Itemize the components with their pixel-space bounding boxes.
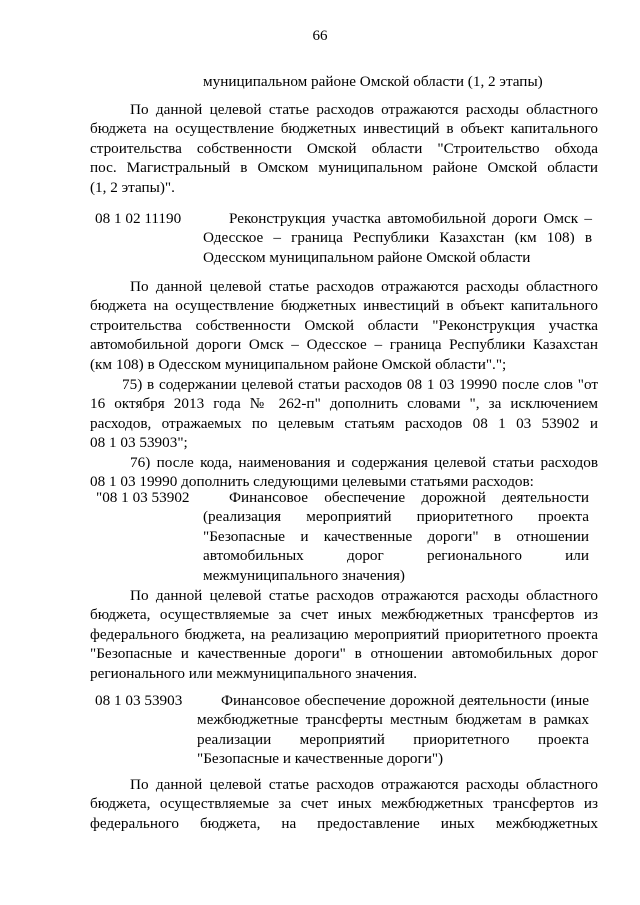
text-line: строительства собственности Омской области "Реконструкция участка	[90, 316, 598, 334]
text-line: По данной целевой статье расходов отражаются расходы областного	[130, 278, 598, 295]
text-line: (реализация мероприятий приоритетного проекта	[203, 508, 589, 526]
text-line: пос. Магистральный в Омском муниципальном районе Омской области	[90, 159, 598, 177]
text-line: "Безопасные и качественные дороги" в отношении	[203, 527, 589, 545]
text-line: Финансовое обеспечение дорожной деятельности (иные	[221, 692, 589, 709]
text-line: межбюджетные трансферты местным бюджетам в рамках	[197, 711, 589, 729]
text-line: 08 1 03 19990 дополнить следующими целевыми статьями расходов:	[90, 473, 534, 491]
text-line: (км 108) в Одесском муниципальном районе Омской области".";	[90, 355, 507, 373]
text-line: бюджета на осуществление бюджетных инвестиций в объект капитального	[90, 120, 598, 138]
text-line: По данной целевой статье расходов отражаются расходы областного	[130, 587, 598, 604]
budget-entry-title	[203, 488, 589, 585]
text-line: регионального или межмуниципального значения.	[90, 664, 418, 682]
text-line: 08 1 03 53903";	[90, 434, 188, 452]
budget-code: 08 1 02 11190	[95, 210, 182, 227]
continuation-line	[203, 72, 603, 91]
text-line: расходов, отражаемых по целевым статьям расходов 08 1 03 53902 и	[90, 414, 598, 432]
text-line: По данной целевой статье расходов отражаются расходы областного	[130, 101, 598, 118]
text-line: автомобильной дороги Омск – Одесское – граница Республики Казахстан	[90, 336, 598, 354]
budget-code: 08 1 03 53903	[95, 692, 183, 709]
text-line: (1, 2 этапы)".	[90, 178, 175, 196]
text-line: Финансовое обеспечение дорожной деятельности	[229, 489, 589, 506]
text-line: автомобильных дорог регионального или	[203, 547, 589, 565]
paragraph-6	[90, 775, 598, 833]
paragraph-item-76	[90, 453, 598, 492]
text-line: бюджета на осуществление бюджетных инвестиций в объект капитального	[90, 297, 598, 315]
text-line: По данной целевой статье расходов отражаются расходы областного	[130, 776, 598, 793]
paragraph-5	[90, 586, 598, 683]
paragraph-1	[90, 100, 598, 197]
paragraph-item-75	[90, 375, 598, 453]
text-line: бюджета, осуществляемые за счет иных межбюджетных трансфертов из	[90, 606, 598, 624]
text-line: реализации мероприятий приоритетного проекта	[197, 730, 589, 748]
text-line: Одесское – граница Республики Казахстан (км 108) в	[203, 229, 592, 247]
text-line: 76) после кода, наименования и содержания целевой статьи расходов	[130, 454, 598, 471]
text-line: 16 октября 2013 года № 262-п" дополнить словами ", за исключением	[90, 395, 598, 413]
text-line: Реконструкция участка автомобильной дороги Омск –	[229, 210, 592, 227]
budget-code: "08 1 03 53902	[96, 489, 190, 506]
budget-entry-title	[197, 691, 589, 769]
text-line: строительства собственности Омской области "Строительство обхода	[90, 139, 598, 157]
text-line: бюджета, осуществляемые за счет иных межбюджетных трансфертов из	[90, 795, 598, 813]
text-line: муниципальном районе Омской области (1, 2 этапы)	[203, 73, 543, 90]
paragraph-2	[90, 277, 598, 374]
text-line: федерального бюджета, на реализацию мероприятий приоритетного проекта	[90, 625, 598, 643]
budget-entry-title	[203, 209, 592, 267]
text-line: 75) в содержании целевой статьи расходов 08 1 03 19990 после слов "от	[122, 376, 598, 393]
text-line: "Безопасные и качественные дороги")	[197, 750, 444, 768]
page-number: 66	[312, 28, 328, 44]
text-line: межмуниципального значения)	[203, 566, 405, 584]
text-line: "Безопасные и качественные дороги" в отношении автомобильных дорог	[90, 645, 598, 663]
text-line: федерального бюджета, на предоставление иных межбюджетных	[90, 814, 598, 832]
text-line: Одесском муниципальном районе Омской области	[203, 248, 531, 266]
